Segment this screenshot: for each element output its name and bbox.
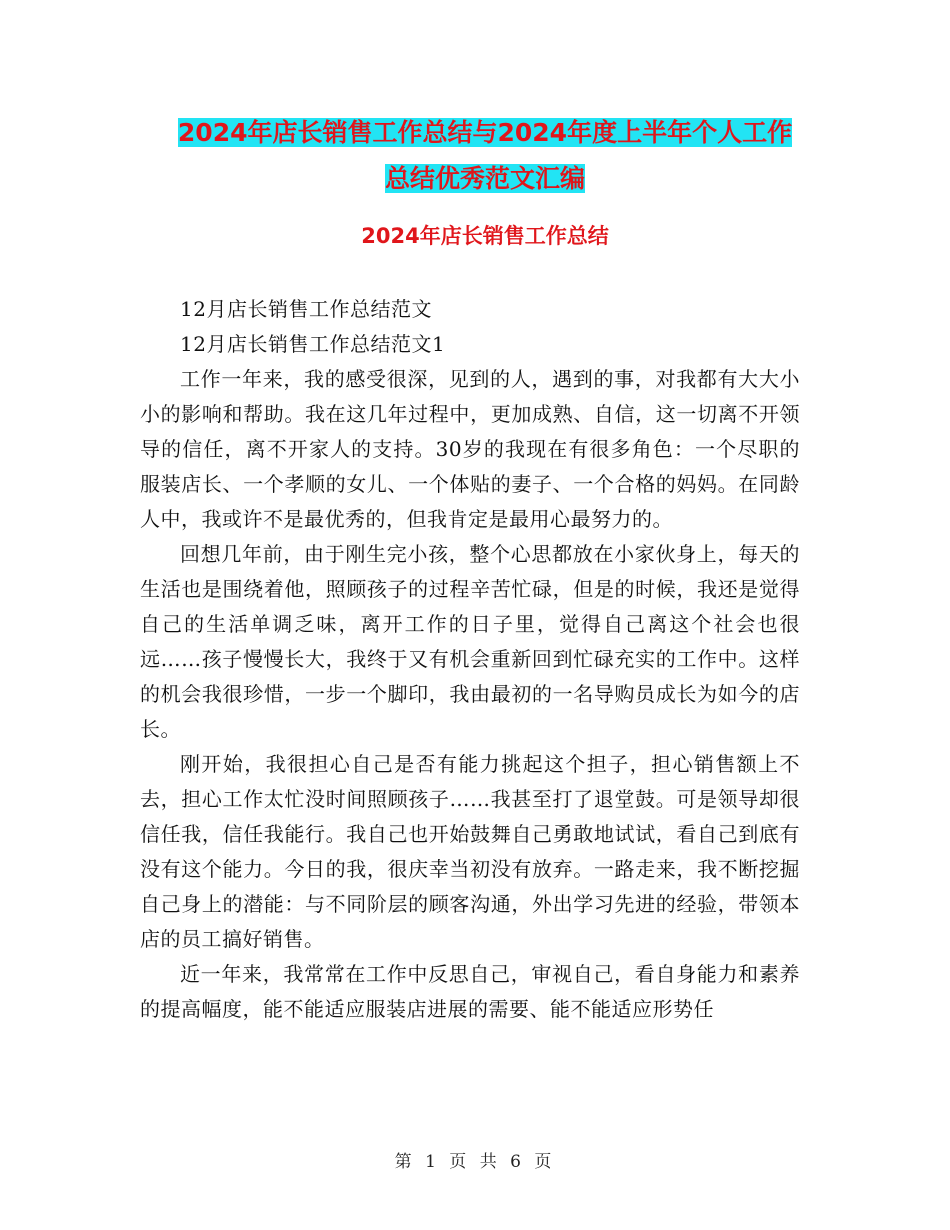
paragraph: 刚开始，我很担心自己是否有能力挑起这个担子，担心销售额上不去，担心工作太忙没时间照顾孩子……我甚至打了退堂鼓。可是领导却很信任我，信任我能行。我自己也开始鼓舞自己勇敢地试试，看自己到底有没有这个能力。今日的我，很庆幸当初没有放弃。一路走来，我不断挖掘自己身上的潜能：与不同阶层的顾客沟通，外出学习先进的经验，带领本店的员工搞好销售。: [140, 752, 800, 951]
document-body: [140, 292, 800, 1027]
section-title: 2024年店长销售工作总结: [361, 224, 609, 248]
page-number-footer: 第 1 页 共 6 页: [394, 1152, 556, 1172]
paragraph: 12月店长销售工作总结范文1: [180, 332, 446, 356]
document-title: [140, 110, 830, 202]
document-title-line-1: 2024年店长销售工作总结与2024年度上半年个人工作: [177, 118, 793, 147]
paragraph: 近一年来，我常常在工作中反思自己，审视自己，看自身能力和素养的提高幅度，能不能适应服装店进展的需要、能不能适应形势任: [140, 962, 800, 1021]
paragraph: 工作一年来，我的感受很深，见到的人，遇到的事，对我都有大大小小的影响和帮助。我在这几年过程中，更加成熟、自信，这一切离不开领导的信任，离不开家人的支持。30岁的我现在有很多角色：一个尽职的服装店长、一个孝顺的女儿、一个体贴的妻子、一个合格的妈妈。在同龄人中，我或许不是最优秀的，但我肯定是最用心最努力的。: [140, 367, 800, 531]
document-title-line-2: 总结优秀范文汇编: [384, 164, 585, 193]
paragraph: 回想几年前，由于刚生完小孩，整个心思都放在小家伙身上，每天的生活也是围绕着他，照顾孩子的过程辛苦忙碌，但是的时候，我还是觉得自己的生活单调乏味，离开工作的日子里，觉得自己离这个社会也很远……孩子慢慢长大，我终于又有机会重新回到忙碌充实的工作中。这样的机会我很珍惜，一步一个脚印，我由最初的一名导购员成长为如今的店长。: [140, 542, 800, 741]
paragraph: 12月店长销售工作总结范文: [180, 297, 432, 321]
